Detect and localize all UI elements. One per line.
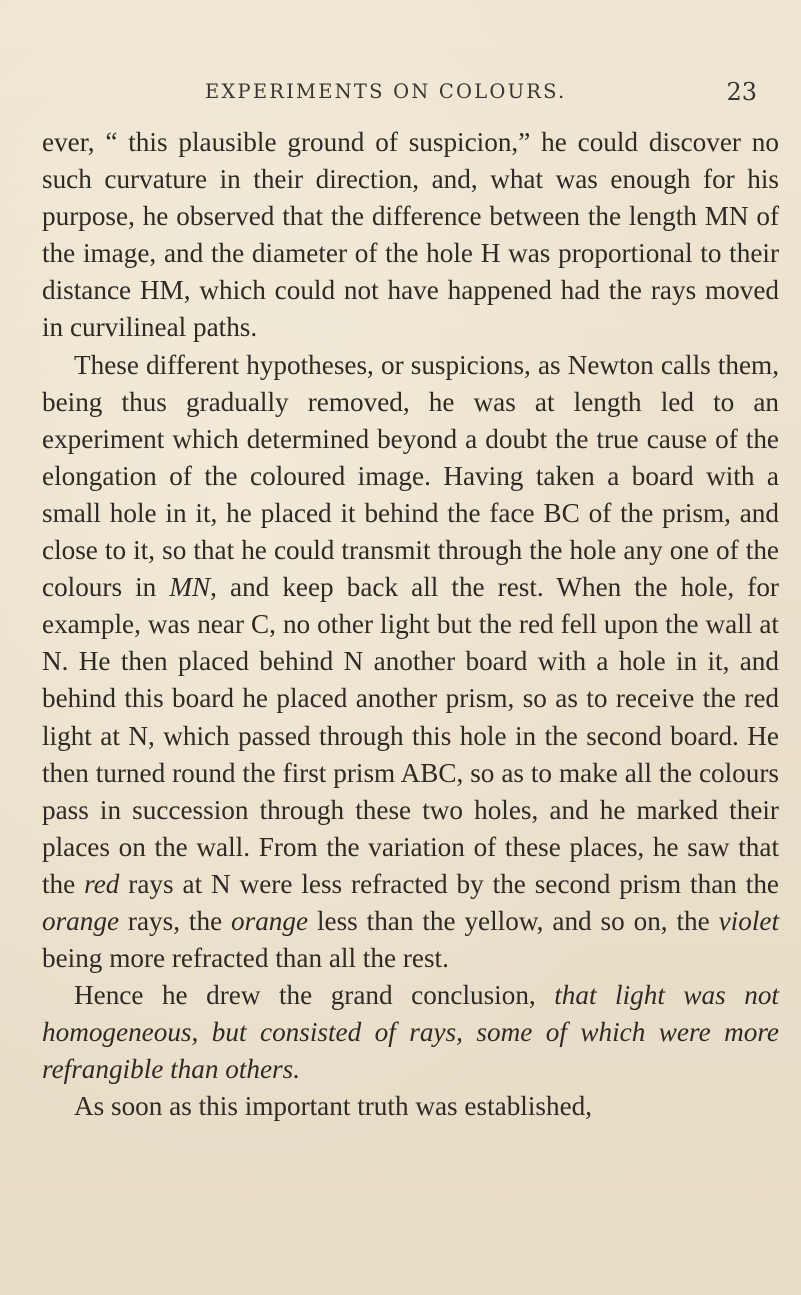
text-run: , and keep back all the rest. When the hole, for example, was near C, no other light but the red fell upon the wall at N. He then placed behind N another board with a hole in it, and behind this board he placed another prism, so as to receive the red light at N, which passed through this hole in the second board. He then turned round the first prism ABC, so as to make all the colours pass in succession through these two holes, and he marked their places on the wall. From the variation of these places, he saw that the xyxy=(42,572,779,899)
paragraph xyxy=(42,1088,779,1125)
text-run: rays at N were less refracted by the second prism than the xyxy=(119,868,780,899)
running-head xyxy=(205,80,773,110)
running-head-title: EXPERIMENTS ON COLOURS. xyxy=(205,80,567,103)
italic-text-run: orange xyxy=(231,905,309,936)
italic-text-run: violet xyxy=(718,905,779,936)
text-run: less than the yellow, and so on, the xyxy=(308,905,719,936)
italic-text-run: that light was not homogeneous, but consisted of rays, some of which were more refrangible than others. xyxy=(42,980,779,1085)
paragraph xyxy=(42,347,779,978)
text-run: As soon as this important truth was established, xyxy=(74,1091,593,1122)
text-run: These different hypotheses, or suspicions, as Newton calls them, being thus gradually removed, he was at length led to an experiment which determined beyond a doubt the true cause of the elongation of the coloured image. Having taken a board with a small hole in it, he placed it behind the face BC of the prism, and close to it, so that he could transmit through the hole any one of the colours in xyxy=(42,349,779,603)
paragraph xyxy=(42,977,779,1088)
text-run: Hence he drew the grand conclusion, xyxy=(74,980,555,1011)
body-text xyxy=(42,124,779,1126)
text-run: rays, the xyxy=(119,905,232,936)
italic-text-run: MN xyxy=(169,572,211,603)
italic-text-run: orange xyxy=(42,905,120,936)
italic-text-run: red xyxy=(84,868,120,899)
text-run: being more refracted than all the rest. xyxy=(42,943,449,974)
page-number: 23 xyxy=(726,78,757,106)
text-run: ever, “ this plausible ground of suspicion,” he could discover no such curvature in their direction, and, what was enough for his purpose, he observed that the difference between the length MN of the image, and the diameter of the hole H was proportional to their distance HM, which could not have happened had the rays moved in curvilineal paths. xyxy=(42,127,779,343)
paragraph xyxy=(42,124,779,347)
